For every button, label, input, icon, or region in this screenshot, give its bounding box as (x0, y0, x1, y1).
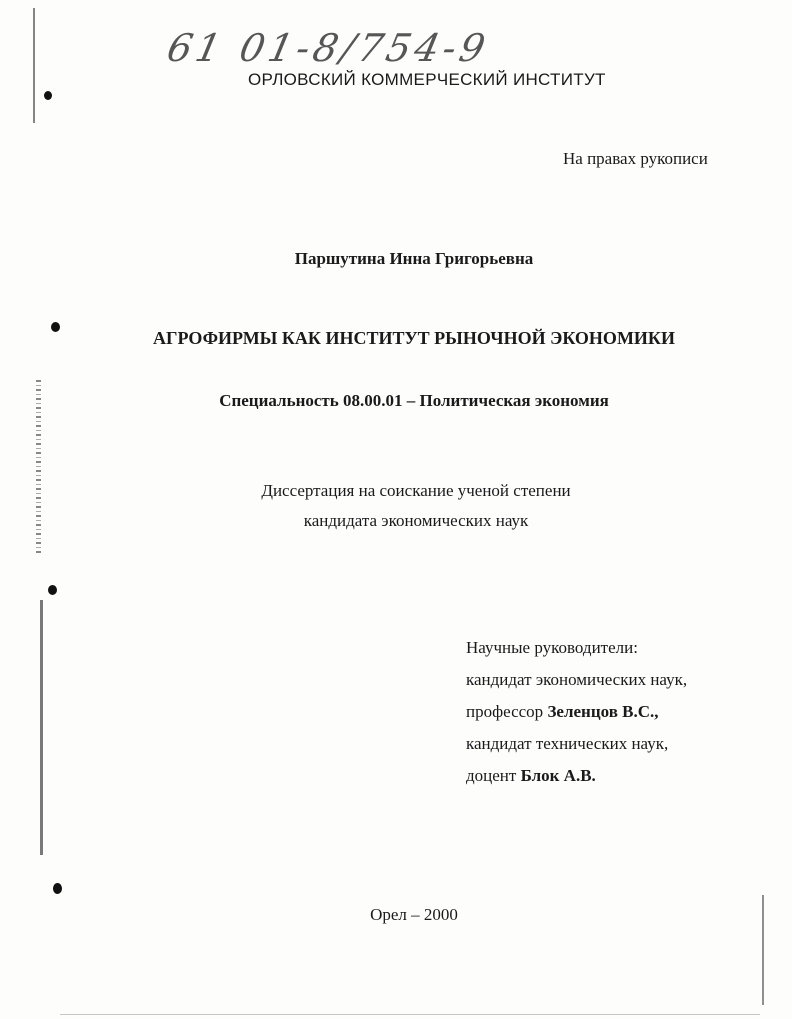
archive-number-handwritten: 61 01-8/754-9 (163, 26, 493, 70)
punch-hole-mark (44, 91, 52, 100)
supervisor-2-name: Блок А.В. (520, 766, 596, 785)
degree-line-2: кандидата экономических наук (303, 511, 529, 530)
scan-edge-line (33, 8, 35, 123)
punch-hole-mark (48, 585, 57, 595)
supervisor-2-title: доцент (466, 766, 517, 785)
supervisor-1-title: профессор (466, 702, 544, 721)
supervisor-1-line (466, 696, 687, 728)
author-name: Паршутина Инна Григорьевна (294, 249, 534, 268)
specialty-line: Специальность 08.00.01 – Политическая экономия (219, 391, 609, 410)
supervisor-1-degree: кандидат экономических наук, (466, 670, 688, 689)
supervisor-2-degree: кандидат технических наук, (466, 734, 669, 753)
supervisors-block (466, 632, 687, 792)
degree-line-1: Диссертация на соискание ученой степени (261, 481, 571, 500)
supervisor-2-line (466, 760, 687, 792)
supervisors-heading: Научные руководители: (466, 638, 638, 657)
supervisor-1-name: Зеленцов В.С., (547, 702, 659, 721)
city-year: Орел – 2000 (370, 905, 458, 924)
scan-bottom-line (60, 1014, 760, 1015)
institute-name: ОРЛОВСКИЙ КОММЕРЧЕСКИЙ ИНСТИТУТ (248, 70, 606, 89)
punch-hole-mark (53, 883, 62, 894)
manuscript-rights-note: На правах рукописи (563, 149, 708, 168)
scan-edge-line (40, 600, 43, 855)
dissertation-title: АГРОФИРМЫ КАК ИНСТИТУТ РЫНОЧНОЙ ЭКОНОМИКИ (153, 328, 675, 348)
